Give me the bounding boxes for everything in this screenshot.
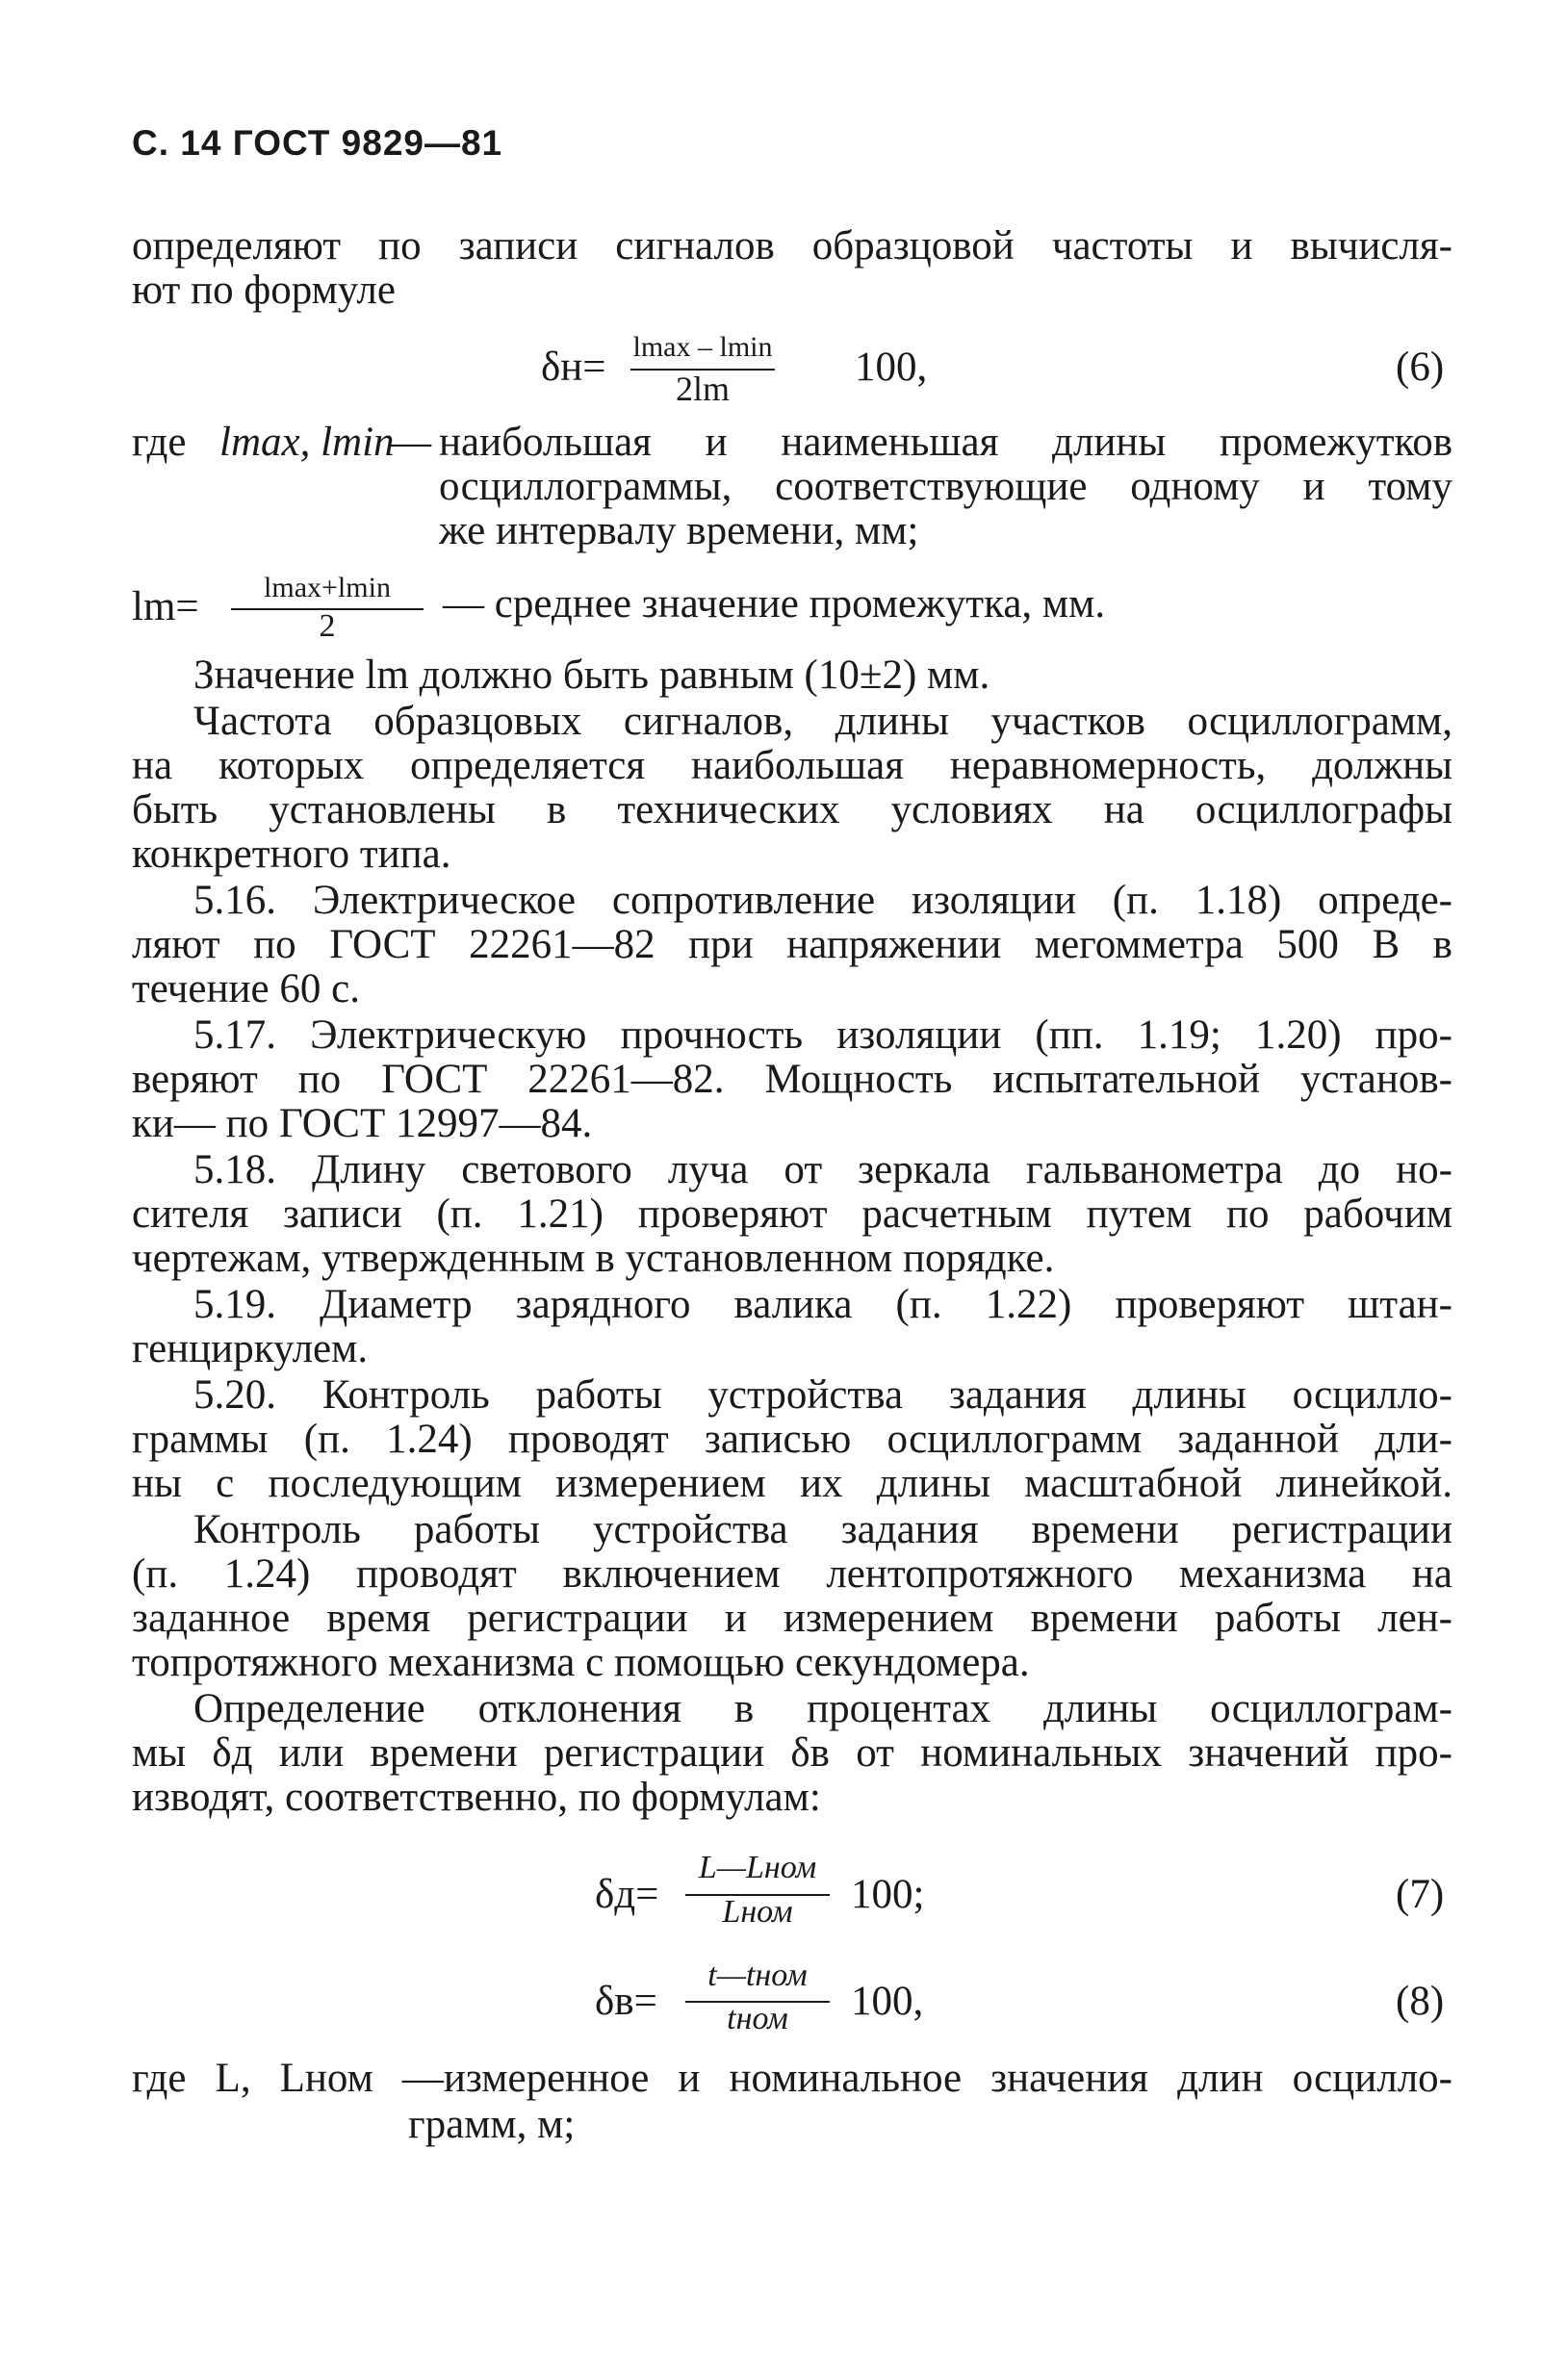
p519-line-1: 5.19. Диаметр зарядного валика (п. 1.22) проверяют штан- (193, 1282, 1452, 1327)
formula-6-lhs: δн= (541, 345, 606, 390)
p517-line-2: веряют по ГОСТ 22261—82. Мощность испытательной установ- (132, 1057, 1452, 1102)
where-1-line-3: же интервалу времени, мм; (439, 508, 919, 553)
p520-line-2: граммы (п. 1.24) проводят записью осциллограмм заданной дли- (132, 1417, 1452, 1462)
p518-line-1: 5.18. Длину светового луча от зеркала гальванометра до но- (193, 1147, 1452, 1192)
p516-line-3: течение 60 с. (132, 966, 360, 1011)
p518-line-3: чертежам, утвержденным в установленном порядке. (132, 1236, 1055, 1281)
freq-line-2: на которых определяется наибольшая неравномерность, должны (132, 743, 1452, 788)
intro-line-2: ют по формуле (132, 268, 396, 313)
lm-lhs: lm= (132, 584, 199, 629)
where-1-lead: где (132, 420, 187, 465)
value-paragraph: Значение lm должно быть равным (10±2) мм. (193, 653, 990, 698)
where-1-dash: — (390, 420, 431, 465)
formula-8-lhs: δв= (595, 1979, 657, 2024)
intro-line-1: определяют по записи сигналов образцовой частоты и вычисля- (132, 223, 1452, 269)
formula-7-numerator: L—Lном (698, 1850, 817, 1885)
lm-denominator: 2 (319, 608, 336, 644)
time-line-2: (п. 1.24) проводят включением лентопротяжного механизма на (132, 1551, 1452, 1597)
p520-line-1: 5.20. Контроль работы устройства задания длины осцилло- (193, 1372, 1452, 1418)
time-line-1: Контроль работы устройства задания времени регистрации (193, 1507, 1452, 1552)
p520-line-3: ны с последующим измерением их длины масштабной линейкой. (132, 1461, 1452, 1506)
p517-line-3: ки— по ГОСТ 12997—84. (132, 1101, 593, 1146)
p518-line-2: сителя записи (п. 1.21) проверяют расчетным путем по рабочим (132, 1191, 1452, 1237)
where-1-vars: lmax, lmin (219, 420, 395, 465)
formula-7-lhs: δд= (595, 1872, 659, 1917)
freq-line-1: Частота образцовых сигналов, длины участков осциллограмм, (193, 699, 1452, 744)
p516-line-1: 5.16. Электрическое сопротивление изоляции (п. 1.18) опреде- (193, 878, 1452, 923)
formula-7-multiplier: 100; (851, 1872, 925, 1917)
freq-line-4: конкретного типа. (132, 832, 451, 877)
def-line-1: Определение отклонения в процентах длины осциллограм- (193, 1686, 1452, 1731)
formula-6-numerator: lmax – lmin (632, 331, 773, 363)
where-1-line-1: наибольшая и наименьшая длины промежутков (439, 420, 1452, 465)
p519-line-2: генциркулем. (132, 1326, 369, 1371)
formula-7-number: (7) (1396, 1872, 1445, 1917)
lm-text: — среднее значение промежутка, мм. (443, 581, 1106, 627)
p517-line-1: 5.17. Электрическую прочность изоляции (пп. 1.19; 1.20) про- (193, 1012, 1452, 1058)
where-1-line-2: осциллограммы, соответствующие одному и тому (439, 464, 1452, 509)
time-line-4: топротяжного механизма с помощью секундомера. (132, 1640, 1030, 1685)
lm-numerator: lmax+lmin (264, 572, 391, 603)
p516-line-2: ляют по ГОСТ 22261—82 при напряжении мегомметра 500 В в (132, 922, 1452, 967)
def-line-2: мы δд или времени регистрации δв от номинальных значений про- (132, 1730, 1452, 1776)
def-line-3: изводят, соответственно, по формулам: (132, 1775, 821, 1820)
formula-8-multiplier: 100, (851, 1979, 924, 2024)
where-2-line-1: где L, Lном —измеренное и номинальное значения длин осцилло- (132, 2056, 1452, 2101)
time-line-3: заданное время регистрации и измерением времени работы лен- (132, 1596, 1452, 1641)
formula-6-denominator: 2lm (675, 370, 730, 408)
formula-8-numerator: t—tном (707, 1958, 808, 1993)
formula-8-denominator: tном (727, 2001, 788, 2036)
formula-6-number: (6) (1396, 345, 1445, 390)
freq-line-3: быть установлены в технических условиях на осциллографы (132, 787, 1452, 832)
where-2-line-2: грамм, м; (408, 2102, 576, 2147)
formula-8-number: (8) (1396, 1979, 1445, 2024)
formula-7-denominator: Lном (722, 1894, 793, 1930)
formula-6-multiplier: 100, (855, 345, 928, 390)
page-header: С. 14 ГОСТ 9829—81 (132, 123, 503, 163)
